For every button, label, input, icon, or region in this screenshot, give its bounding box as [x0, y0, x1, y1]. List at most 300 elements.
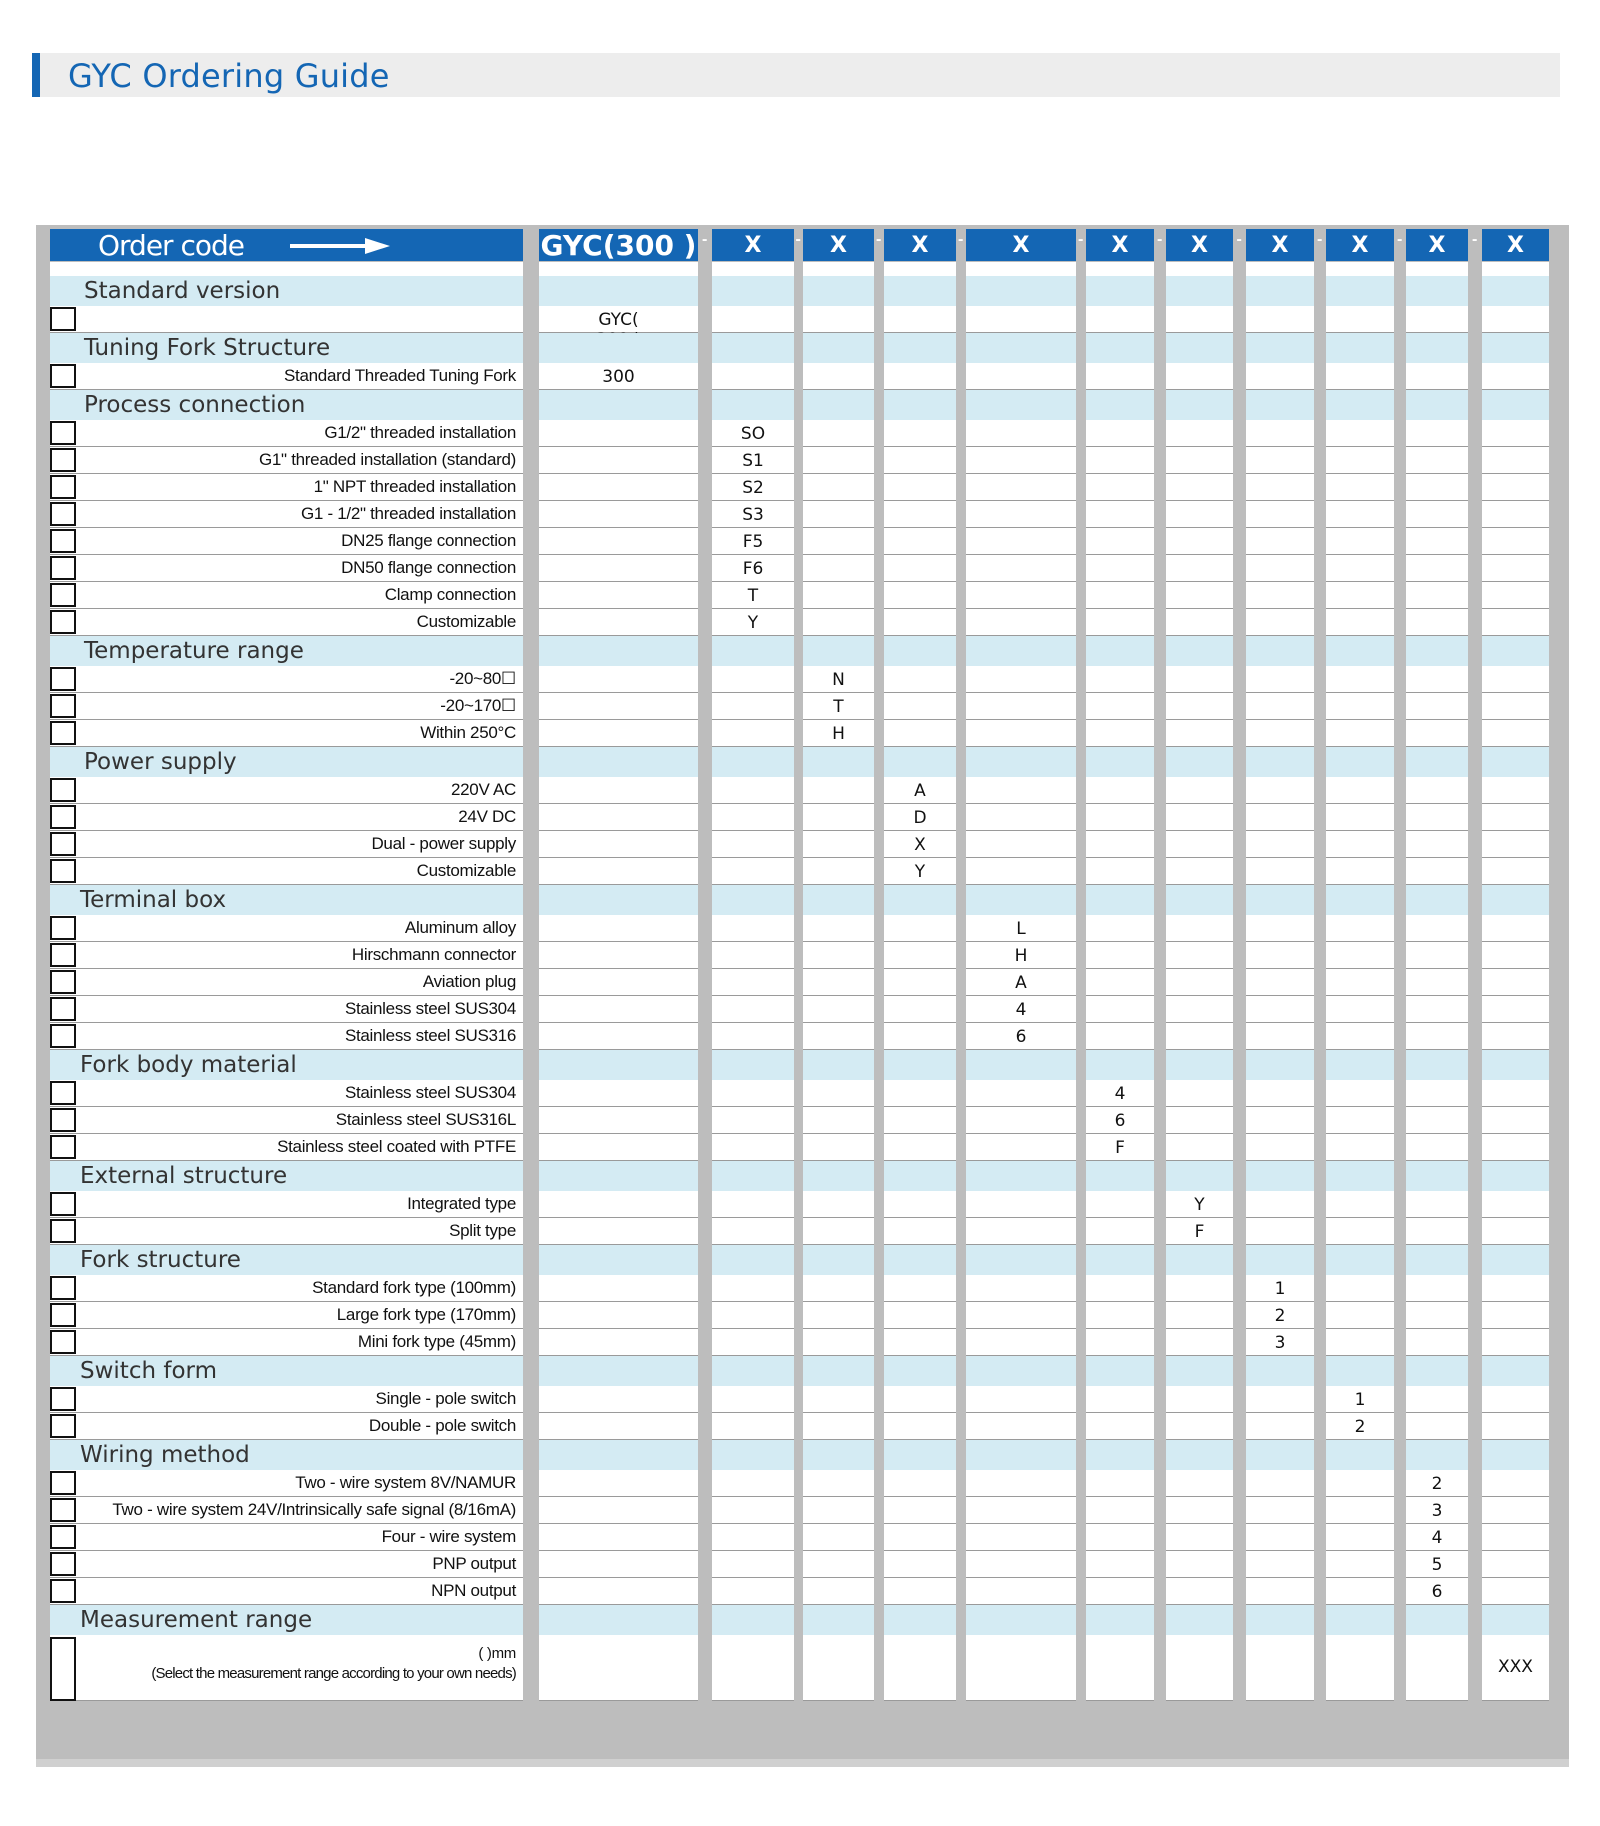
- table-cell: [884, 666, 956, 693]
- code-placeholder-1: X: [712, 229, 794, 261]
- table-cell: [1326, 1524, 1394, 1551]
- option-label: Two - wire system 8V/NAMUR: [295, 1473, 516, 1492]
- option-label: Standard Threaded Tuning Fork: [284, 366, 516, 385]
- option-checkbox[interactable]: [50, 694, 76, 718]
- option-row: [36, 969, 1555, 996]
- table-cell: [1482, 942, 1549, 969]
- table-cell: [803, 1413, 874, 1440]
- table-cell: [1326, 1578, 1394, 1605]
- table-cell: [712, 831, 794, 858]
- table-cell: [539, 528, 698, 555]
- table-cell: [1326, 804, 1394, 831]
- option-checkbox[interactable]: [50, 556, 76, 580]
- table-cell: [539, 1245, 698, 1275]
- table-cell: [1482, 1050, 1549, 1080]
- spacer-cell: [1482, 262, 1549, 276]
- table-cell: [1326, 1050, 1394, 1080]
- table-cell: [539, 1107, 698, 1134]
- option-row: [36, 942, 1555, 969]
- table-cell: [1482, 501, 1549, 528]
- table-cell: [1086, 831, 1154, 858]
- table-cell: [539, 474, 698, 501]
- table-cell: [539, 747, 698, 777]
- table-cell: [1086, 1440, 1154, 1470]
- section-row: [36, 1356, 1555, 1386]
- table-cell: [1406, 858, 1468, 885]
- table-cell: [1326, 1161, 1394, 1191]
- table-cell: [712, 666, 794, 693]
- table-cell: [1246, 636, 1314, 666]
- table-cell: [539, 1080, 698, 1107]
- table-cell: [1246, 777, 1314, 804]
- table-cell: [712, 333, 794, 363]
- table-cell: [803, 885, 874, 915]
- table-cell: [539, 447, 698, 474]
- section-row: [36, 1440, 1555, 1470]
- table-cell: [1326, 1134, 1394, 1161]
- table-cell: [1406, 555, 1468, 582]
- table-cell: [1326, 915, 1394, 942]
- spacer-cell: [1086, 262, 1154, 276]
- table-cell: [1406, 720, 1468, 747]
- option-checkbox[interactable]: [50, 778, 76, 802]
- code-separator: -: [1236, 231, 1242, 248]
- table-cell: [539, 996, 698, 1023]
- table-cell: [803, 858, 874, 885]
- table-cell: [966, 306, 1076, 333]
- table-cell: [539, 1470, 698, 1497]
- option-checkbox[interactable]: [50, 1414, 76, 1438]
- code-placeholder-6: X: [1166, 229, 1233, 261]
- option-checkbox[interactable]: [50, 997, 76, 1021]
- option-checkbox[interactable]: [50, 721, 76, 745]
- option-checkbox[interactable]: [50, 529, 76, 553]
- option-checkbox[interactable]: [50, 475, 76, 499]
- table-cell: [966, 555, 1076, 582]
- table-cell: [1326, 1635, 1394, 1701]
- model-code-header: GYC(300 ): [540, 228, 697, 262]
- option-checkbox[interactable]: [50, 943, 76, 967]
- table-cell: [539, 1386, 698, 1413]
- table-cell: [539, 555, 698, 582]
- table-cell: [1482, 1134, 1549, 1161]
- table-cell: [1246, 1107, 1314, 1134]
- table-cell: [712, 747, 794, 777]
- table-cell: [1246, 528, 1314, 555]
- option-checkbox[interactable]: [50, 805, 76, 829]
- table-cell: [803, 777, 874, 804]
- option-code: F5: [742, 532, 764, 552]
- option-label: -20~170☐: [440, 696, 516, 715]
- option-checkbox[interactable]: [50, 1471, 76, 1495]
- table-cell: [712, 1605, 794, 1635]
- table-cell: [1406, 804, 1468, 831]
- table-cell: [884, 390, 956, 420]
- table-cell: [1166, 1470, 1233, 1497]
- table-cell: [539, 390, 698, 420]
- table-cell: [712, 1023, 794, 1050]
- option-row: [36, 804, 1555, 831]
- table-cell: [803, 1245, 874, 1275]
- table-cell: [1086, 1413, 1154, 1440]
- table-cell: [712, 996, 794, 1023]
- table-cell: [712, 1302, 794, 1329]
- table-cell: [1086, 1218, 1154, 1245]
- option-code: A: [914, 781, 926, 801]
- option-checkbox[interactable]: [50, 1330, 76, 1354]
- table-cell: [884, 747, 956, 777]
- table-cell: [803, 501, 874, 528]
- table-cell: [1246, 276, 1314, 306]
- option-checkbox[interactable]: [50, 1192, 76, 1216]
- table-cell: [884, 996, 956, 1023]
- table-cell: [1246, 1440, 1314, 1470]
- table-cell: [1166, 582, 1233, 609]
- table-cell: [1166, 1023, 1233, 1050]
- table-cell: [1246, 555, 1314, 582]
- option-checkbox[interactable]: [50, 1276, 76, 1300]
- table-cell: [1482, 1218, 1549, 1245]
- table-cell: [712, 915, 794, 942]
- table-cell: [1086, 555, 1154, 582]
- table-cell: [1086, 609, 1154, 636]
- option-row: [36, 501, 1555, 528]
- option-checkbox[interactable]: [50, 421, 76, 445]
- table-cell: [539, 276, 698, 306]
- table-cell: [1482, 390, 1549, 420]
- table-cell: [1406, 474, 1468, 501]
- table-cell: [966, 1050, 1076, 1080]
- option-checkbox[interactable]: [50, 1024, 76, 1048]
- table-cell: [1326, 1470, 1394, 1497]
- option-label: Integrated type: [407, 1194, 516, 1213]
- option-row: [36, 1329, 1555, 1356]
- option-code: H: [1014, 946, 1028, 966]
- table-cell: [1086, 474, 1154, 501]
- table-cell: [1246, 420, 1314, 447]
- table-cell: [1086, 1386, 1154, 1413]
- table-cell: [712, 1050, 794, 1080]
- table-cell: [884, 1080, 956, 1107]
- table-cell: [884, 1218, 956, 1245]
- table-cell: [539, 1497, 698, 1524]
- option-row: [36, 1107, 1555, 1134]
- table-cell: [1086, 501, 1154, 528]
- table-cell: [1166, 831, 1233, 858]
- table-cell: [1326, 1107, 1394, 1134]
- table-cell: [1166, 747, 1233, 777]
- table-cell: [1406, 1161, 1468, 1191]
- option-checkbox[interactable]: [50, 307, 76, 331]
- option-row: [36, 996, 1555, 1023]
- option-row: [36, 1578, 1555, 1605]
- option-checkbox[interactable]: [50, 1525, 76, 1549]
- option-checkbox[interactable]: [50, 1108, 76, 1132]
- table-cell: [712, 1497, 794, 1524]
- table-cell: [1086, 1161, 1154, 1191]
- option-checkbox[interactable]: [50, 1498, 76, 1522]
- table-cell: [1326, 582, 1394, 609]
- table-cell: [1166, 609, 1233, 636]
- table-cell: [1086, 1524, 1154, 1551]
- table-cell: [1406, 666, 1468, 693]
- table-cell: [1406, 420, 1468, 447]
- table-cell: [712, 1275, 794, 1302]
- table-cell: [1086, 390, 1154, 420]
- table-cell: [884, 363, 956, 390]
- table-cell: [803, 1440, 874, 1470]
- table-cell: [966, 1107, 1076, 1134]
- table-cell: [1406, 636, 1468, 666]
- table-cell: [803, 555, 874, 582]
- table-cell: [1326, 636, 1394, 666]
- table-cell: [712, 636, 794, 666]
- table-cell: [1246, 858, 1314, 885]
- table-cell: [1406, 693, 1468, 720]
- spacer-cell: [1406, 262, 1468, 276]
- table-cell: [1326, 1356, 1394, 1386]
- table-cell: [1246, 1635, 1314, 1701]
- table-cell: [1406, 528, 1468, 555]
- spacer-cell: [803, 262, 874, 276]
- option-checkbox[interactable]: [50, 448, 76, 472]
- table-cell: [884, 501, 956, 528]
- table-cell: [803, 969, 874, 996]
- table-cell: [884, 1329, 956, 1356]
- option-checkbox[interactable]: [50, 1387, 76, 1411]
- table-cell: [1086, 969, 1154, 996]
- option-label: Standard fork type (100mm): [312, 1278, 516, 1297]
- option-label: DN50 flange connection: [341, 558, 516, 577]
- option-checkbox[interactable]: [50, 667, 76, 691]
- table-cell: [1166, 1329, 1233, 1356]
- table-cell: [966, 1635, 1076, 1701]
- code-placeholder-3: X: [884, 229, 956, 261]
- table-cell: [1482, 720, 1549, 747]
- table-cell: [1246, 942, 1314, 969]
- option-row: [36, 474, 1555, 501]
- table-cell: [803, 390, 874, 420]
- option-checkbox[interactable]: [50, 970, 76, 994]
- table-cell: [1086, 363, 1154, 390]
- title-accent-bar: [32, 53, 40, 97]
- table-cell: [884, 1245, 956, 1275]
- table-cell: [1482, 666, 1549, 693]
- option-label: Mini fork type (45mm): [357, 1332, 516, 1351]
- code-placeholder-9: X: [1406, 229, 1468, 261]
- table-cell: [966, 501, 1076, 528]
- code-separator: -: [1472, 231, 1478, 248]
- table-cell: [803, 333, 874, 363]
- option-code: 300: [602, 367, 635, 387]
- option-code: S2: [742, 478, 764, 498]
- table-cell: [1482, 528, 1549, 555]
- table-cell: [1086, 693, 1154, 720]
- table-cell: [539, 1134, 698, 1161]
- table-cell: [1326, 942, 1394, 969]
- table-cell: [1166, 693, 1233, 720]
- table-cell: [539, 1275, 698, 1302]
- spacer-cell: [884, 262, 956, 276]
- option-checkbox[interactable]: [50, 610, 76, 634]
- table-cell: [1482, 474, 1549, 501]
- table-cell: [1246, 1386, 1314, 1413]
- table-cell: [1086, 306, 1154, 333]
- section-row: [36, 276, 1555, 306]
- table-cell: [1246, 1161, 1314, 1191]
- table-cell: [1482, 804, 1549, 831]
- table-cell: [966, 1386, 1076, 1413]
- option-checkbox[interactable]: [50, 1303, 76, 1327]
- option-row: [36, 1413, 1555, 1440]
- option-label: Aviation plug: [422, 972, 516, 991]
- table-cell: [50, 804, 523, 831]
- table-cell: [1086, 582, 1154, 609]
- section-row: [36, 1245, 1555, 1275]
- table-cell: [966, 582, 1076, 609]
- table-cell: [1246, 1524, 1314, 1551]
- table-cell: [1406, 306, 1468, 333]
- table-cell: [1482, 1302, 1549, 1329]
- section-title: Measurement range: [80, 1607, 313, 1633]
- table-cell: [1326, 1191, 1394, 1218]
- option-code: GYC(: [598, 310, 639, 330]
- option-code: 4: [1431, 1528, 1443, 1548]
- table-cell: [884, 693, 956, 720]
- option-label: Dual - power supply: [371, 834, 516, 853]
- table-cell: [539, 333, 698, 363]
- table-cell: [1246, 1134, 1314, 1161]
- table-cell: [1326, 1605, 1394, 1635]
- table-cell: [1406, 942, 1468, 969]
- page-header: [32, 53, 1560, 97]
- option-checkbox[interactable]: [50, 859, 76, 883]
- table-cell: [712, 1524, 794, 1551]
- table-cell: [1326, 306, 1394, 333]
- table-cell: [712, 1329, 794, 1356]
- option-row: [36, 915, 1555, 942]
- table-cell: [539, 666, 698, 693]
- table-cell: [884, 528, 956, 555]
- option-checkbox[interactable]: [50, 1552, 76, 1576]
- table-cell: [1246, 609, 1314, 636]
- table-cell: [884, 720, 956, 747]
- option-checkbox[interactable]: [50, 916, 76, 940]
- table-cell: [1166, 996, 1233, 1023]
- table-cell: [1166, 1578, 1233, 1605]
- option-checkbox[interactable]: [50, 1081, 76, 1105]
- table-cell: [1326, 1551, 1394, 1578]
- table-cell: [966, 693, 1076, 720]
- option-checkbox[interactable]: [50, 832, 76, 856]
- table-cell: [1326, 1497, 1394, 1524]
- option-label: Customizable: [416, 612, 516, 631]
- table-cell: [712, 363, 794, 390]
- table-cell: [1326, 528, 1394, 555]
- table-cell: [1326, 333, 1394, 363]
- table-cell: [803, 1302, 874, 1329]
- table-cell: [539, 1191, 698, 1218]
- table-cell: [966, 333, 1076, 363]
- option-label: Double - pole switch: [368, 1416, 516, 1435]
- table-cell: [884, 609, 956, 636]
- table-cell: [884, 1470, 956, 1497]
- option-checkbox[interactable]: [50, 1135, 76, 1159]
- option-row: [36, 1302, 1555, 1329]
- table-cell: [1482, 420, 1549, 447]
- option-checkbox[interactable]: [50, 502, 76, 526]
- table-cell: [1166, 276, 1233, 306]
- option-code: 2: [1354, 1417, 1366, 1437]
- table-cell: [966, 804, 1076, 831]
- option-code: 3: [1431, 1501, 1443, 1521]
- option-checkbox[interactable]: [50, 583, 76, 607]
- table-cell: [1086, 1023, 1154, 1050]
- option-row: [36, 831, 1555, 858]
- ordering-table: [36, 225, 1569, 1765]
- table-cell: [1406, 363, 1468, 390]
- option-label: Hirschmann connector: [351, 945, 516, 964]
- option-checkbox[interactable]: [50, 1637, 76, 1701]
- table-cell: [539, 1524, 698, 1551]
- option-checkbox[interactable]: [50, 1219, 76, 1243]
- table-cell: [1166, 969, 1233, 996]
- table-cell: [966, 1245, 1076, 1275]
- option-row: [36, 609, 1555, 636]
- option-row: [36, 1635, 1555, 1701]
- table-cell: [1166, 1161, 1233, 1191]
- table-cell: [539, 1050, 698, 1080]
- table-cell: [966, 1440, 1076, 1470]
- table-cell: [1482, 1413, 1549, 1440]
- option-row: [36, 1497, 1555, 1524]
- table-cell: [1326, 720, 1394, 747]
- table-cell: [1406, 969, 1468, 996]
- table-cell: [1246, 447, 1314, 474]
- table-cell: [966, 777, 1076, 804]
- table-cell: [884, 1524, 956, 1551]
- table-cell: [1166, 1605, 1233, 1635]
- spacer-cell: [1246, 262, 1314, 276]
- table-cell: [712, 720, 794, 747]
- table-cell: [803, 915, 874, 942]
- table-cell: [1406, 777, 1468, 804]
- table-cell: [712, 858, 794, 885]
- table-cell: [1406, 276, 1468, 306]
- table-cell: [1406, 1356, 1468, 1386]
- table-cell: [539, 1023, 698, 1050]
- option-label: Four - wire system: [381, 1527, 516, 1546]
- table-cell: [1246, 333, 1314, 363]
- table-cell: [1326, 276, 1394, 306]
- option-checkbox[interactable]: [50, 364, 76, 388]
- option-checkbox[interactable]: [50, 1579, 76, 1603]
- table-cell: [884, 1440, 956, 1470]
- table-cell: [539, 1356, 698, 1386]
- table-cell: [966, 885, 1076, 915]
- section-title: Fork body material: [80, 1052, 297, 1078]
- option-label: Split type: [449, 1221, 516, 1240]
- option-label: -20~80☐: [449, 669, 516, 688]
- table-cell: [884, 1161, 956, 1191]
- table-cell: [539, 1161, 698, 1191]
- table-cell: [1326, 1302, 1394, 1329]
- table-cell: [1246, 306, 1314, 333]
- table-cell: [884, 1413, 956, 1440]
- option-code: F: [1115, 1138, 1125, 1158]
- table-cell: [712, 1080, 794, 1107]
- table-cell: [1482, 1245, 1549, 1275]
